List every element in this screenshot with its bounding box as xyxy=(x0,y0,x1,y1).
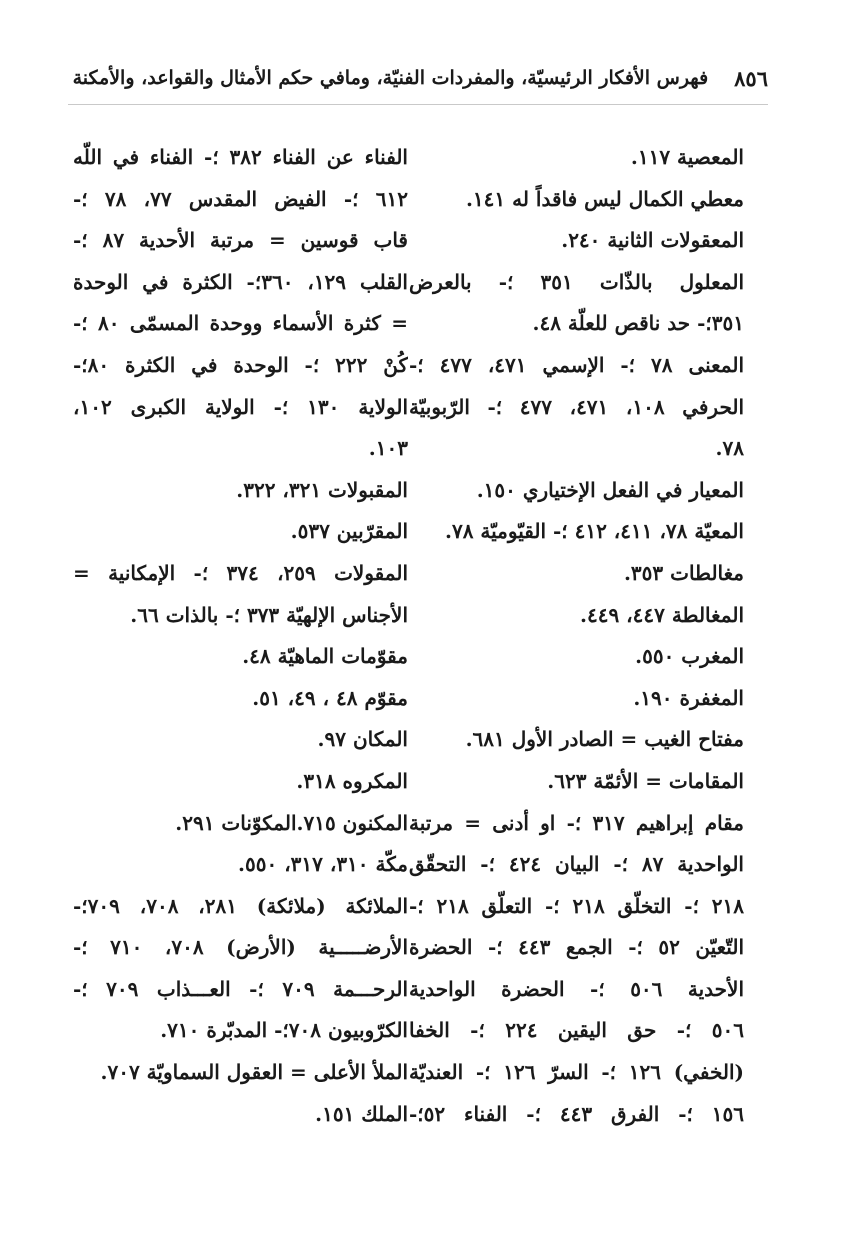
index-entry-line: الملك ١٥١. xyxy=(315,1101,408,1126)
index-entry-line: الأحدية ٥٠٦ ؛- الحضرة الواحدية xyxy=(409,976,744,1001)
index-entry-line: ٣٥١؛- حد ناقص للعلّة ٤٨. xyxy=(532,311,744,336)
index-entry-line: الحرفي ١٠٨، ٤٧١، ٤٧٧ ؛- الرّبوبيّة xyxy=(409,394,744,419)
index-entry-line: مقوّم ٤٨ ، ٤٩، ٥١. xyxy=(252,685,408,710)
index-entry-line: المغرب ٥٥٠. xyxy=(635,644,744,669)
index-entry-line: الملائكة (ملائكة) ٢٨١، ٧٠٨، ٧٠٩؛- xyxy=(73,893,408,918)
index-entry-line: الكرّوبيون ٧٠٨؛- المدبّرة ٧١٠. xyxy=(160,1018,408,1043)
index-entry-line: مقوّمات الماهيّة ٤٨. xyxy=(242,644,408,669)
index-entry-line: المقرّبين ٥٣٧. xyxy=(290,519,408,544)
index-entry-line: معطي الكمال ليس فاقداً له ١٤١. xyxy=(465,186,744,211)
index-entry-line: ١٥٦ ؛- الفرق ٤٤٣ ؛- الفناء ٥٢؛- xyxy=(409,1101,744,1126)
index-entry-line: المعيّة ٧٨، ٤١١، ٤١٢ ؛- القيّوميّة ٧٨. xyxy=(445,519,744,544)
index-entry-line: المقولات ٢٥٩، ٣٧٤ ؛- الإمكانية = xyxy=(73,560,408,585)
index-entry-line: المكروه ٣١٨. xyxy=(296,768,408,793)
index-entry-line: المعنى ٧٨ ؛- الإسمي ٤٧١، ٤٧٧ ؛- xyxy=(409,352,744,377)
index-entry-line: مفتاح الغيب = الصادر الأول ٦٨١. xyxy=(465,727,744,752)
index-entry-line: كُنْ ٢٢٢ ؛- الوحدة في الكثرة ٨٠؛- xyxy=(73,352,408,377)
page-header xyxy=(68,60,768,96)
index-entry-line: المكنون ٧١٥.المكوّنات ٢٩١. xyxy=(175,810,408,835)
index-entry-line: الرحـــمة ٧٠٩ ؛- العـــذاب ٧٠٩ ؛- xyxy=(73,976,408,1001)
index-entry-line: قاب قوسين = مرتبة الأحدية ٨٧ ؛- xyxy=(73,228,408,253)
header-divider xyxy=(68,104,768,105)
index-entry-line: الأرضـــــية (الأرض) ٧٠٨، ٧١٠ ؛- xyxy=(73,935,408,960)
index-entry-line: المعلول بالذّات ٣٥١ ؛- بالعرض xyxy=(409,269,744,294)
index-entry-line: التّعيّن ٥٢ ؛- الجمع ٤٤٣ ؛- الحضرة xyxy=(409,935,744,960)
index-entry-line: (الخفي) ١٢٦ ؛- السرّ ١٢٦ ؛- العنديّة xyxy=(409,1060,744,1085)
index-entry-line: المقبولات ٣٢١، ٣٢٢. xyxy=(236,477,408,502)
index-entry-line: الفناء عن الفناء ٣٨٢ ؛- الفناء في اللّه xyxy=(73,145,408,169)
index-entry-line: مكّة ٣١٠، ٣١٧، ٥٥٠. xyxy=(238,852,408,877)
index-entry-line: المعصية ١١٧. xyxy=(630,145,744,169)
index-entry-line: الولاية ١٣٠ ؛- الولاية الكبرى ١٠٢، xyxy=(73,394,408,419)
index-entry-line: مقام إبراهيم ٣١٧ ؛- او أدنى = مرتبة xyxy=(409,810,744,835)
index-entry-line: المغفرة ١٩٠. xyxy=(633,685,744,710)
index-entry-line: الملأ الأعلى = العقول السماويّة ٧٠٧. xyxy=(100,1060,408,1085)
index-entry-line: ٧٨. xyxy=(715,436,744,461)
index-entry-line: المكان ٩٧. xyxy=(317,727,408,752)
index-entry-line: الأجناس الإلهيّة ٣٧٣ ؛- بالذات ٦٦. xyxy=(130,602,408,627)
index-entry-line: ٥٠٦ ؛- حق اليقين ٢٢٤ ؛- الخفا xyxy=(409,1018,744,1043)
index-entry-line: المعيار في الفعل الإختياري ١٥٠. xyxy=(476,477,744,502)
index-entry-line: المعقولات الثانية ٢٤٠. xyxy=(561,228,744,253)
index-entry-line: المغالطة ٤٤٧، ٤٤٩. xyxy=(580,602,744,627)
index-entry-line: = كثرة الأسماء ووحدة المسمّى ٨٠ ؛- xyxy=(73,311,408,336)
index-entry-line: ١٠٣. xyxy=(368,436,408,461)
header-title: فهرس الأفكار الرئيسيّة، والمفردات الفنيّة، ومافي حكم الأمثال والقواعد، والأمكنة xyxy=(72,67,709,89)
page-number: ٨٥٦ xyxy=(734,65,768,91)
index-entry-line: مغالطات ٣٥٣. xyxy=(623,560,744,585)
index-entry-line: الواحدية ٨٧ ؛- البيان ٤٢٤ ؛- التحقّق xyxy=(409,852,744,877)
index-entry-line: المقامات = الأئمّة ٦٢٣. xyxy=(547,768,744,793)
index-entry-line: ٢١٨ ؛- التخلّق ٢١٨ ؛- التعلّق ٢١٨ ؛- xyxy=(409,893,744,918)
index-entry-line: القلب ١٢٩، ٣٦٠؛- الكثرة في الوحدة xyxy=(73,269,408,294)
index-column-right xyxy=(409,140,744,1138)
index-entry-line: ٦١٢ ؛- الفيض المقدس ٧٧، ٧٨ ؛- xyxy=(73,186,408,211)
index-column-left xyxy=(73,140,408,1138)
